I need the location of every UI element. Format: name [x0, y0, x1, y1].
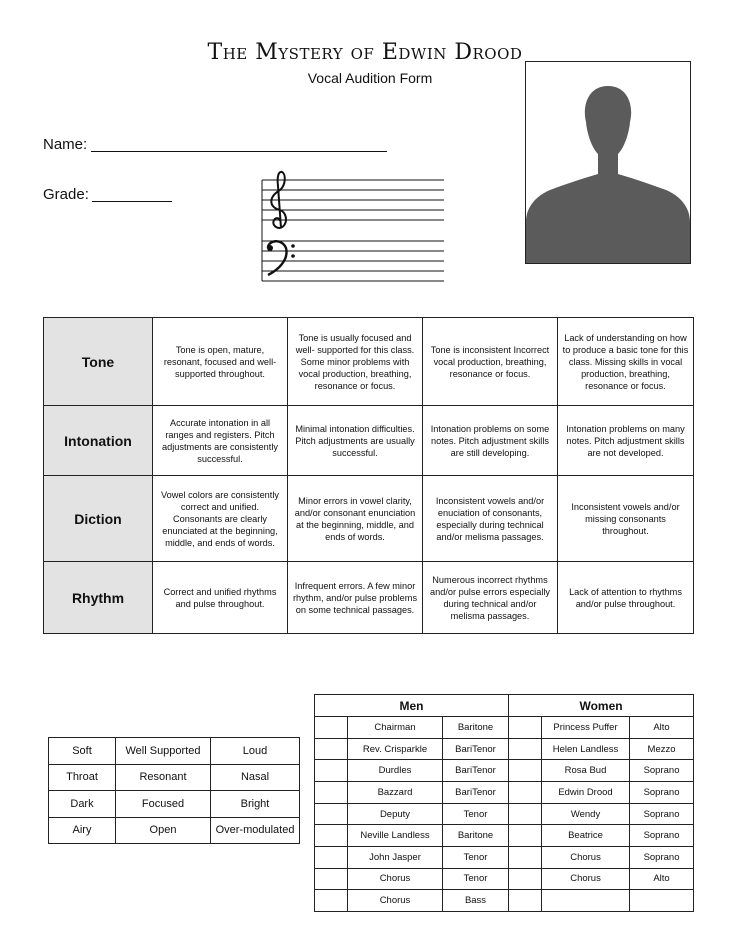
cast-row — [315, 868, 694, 890]
women-role: Wendy — [542, 803, 630, 825]
cast-row — [315, 738, 694, 760]
men-voice-part: Tenor — [443, 846, 509, 868]
rubric-row-rhythm — [44, 562, 694, 634]
rubric-row-intonation — [44, 406, 694, 476]
men-checkbox-cell[interactable] — [315, 825, 348, 847]
rubric-cell[interactable]: Intonation problems on some notes. Pitch adjustment skills are still developing. — [423, 406, 558, 476]
women-voice-part: Soprano — [630, 760, 694, 782]
men-checkbox-cell[interactable] — [315, 846, 348, 868]
women-voice-part: Alto — [630, 717, 694, 739]
women-role: Beatrice — [542, 825, 630, 847]
rubric-cell[interactable]: Correct and unified rhythms and pulse throughout. — [153, 562, 288, 634]
men-checkbox-cell[interactable] — [315, 803, 348, 825]
rubric-cell[interactable]: Lack of understanding on how to produce a basic tone for this class. Missing skills in vocal production, breathing, resonance or focus. — [558, 318, 694, 406]
rubric-cell[interactable]: Lack of attention to rhythms and/or pulse throughout. — [558, 562, 694, 634]
rubric-cell[interactable]: Infrequent errors. A few minor rhythm, and/or pulse problems on some technical passages. — [288, 562, 423, 634]
grade-label: Grade: — [43, 186, 89, 203]
vocal-quality-grid — [48, 737, 300, 844]
rubric-cell[interactable]: Tone is inconsistent Incorrect vocal production, breathing, resonance or focus. — [423, 318, 558, 406]
women-voice-part — [630, 890, 694, 912]
quality-option[interactable]: Soft — [49, 738, 116, 765]
rubric-cell[interactable]: Vowel colors are consistently correct and unified. Consonants are clearly enunciated at the beginning, middle, and ends of words. — [153, 476, 288, 562]
women-voice-part: Soprano — [630, 825, 694, 847]
women-checkbox-cell[interactable] — [509, 760, 542, 782]
men-checkbox-cell[interactable] — [315, 717, 348, 739]
women-role: Edwin Drood — [542, 782, 630, 804]
women-checkbox-cell[interactable] — [509, 782, 542, 804]
grand-staff — [258, 168, 445, 288]
quality-option[interactable]: Loud — [211, 738, 300, 765]
cast-row — [315, 846, 694, 868]
men-voice-part: Bass — [443, 890, 509, 912]
women-role: Rosa Bud — [542, 760, 630, 782]
quality-option[interactable]: Bright — [211, 791, 300, 818]
women-checkbox-cell[interactable] — [509, 868, 542, 890]
bass-clef-icon — [267, 241, 295, 275]
person-silhouette-icon — [526, 62, 690, 263]
women-voice-part: Soprano — [630, 846, 694, 868]
men-checkbox-cell[interactable] — [315, 760, 348, 782]
men-checkbox-cell[interactable] — [315, 782, 348, 804]
women-checkbox-cell[interactable] — [509, 890, 542, 912]
men-role: Chairman — [348, 717, 443, 739]
men-voice-part: BariTenor — [443, 782, 509, 804]
cast-row — [315, 890, 694, 912]
cast-row — [315, 717, 694, 739]
women-voice-part: Soprano — [630, 803, 694, 825]
men-role: Durdles — [348, 760, 443, 782]
rubric-cell[interactable]: Minor errors in vowel clarity, and/or consonant enunciation at the beginning, middle, and ends of words. — [288, 476, 423, 562]
men-role: Bazzard — [348, 782, 443, 804]
form-subtitle: Vocal Audition Form — [307, 70, 433, 86]
women-role: Chorus — [542, 868, 630, 890]
rubric-cell[interactable]: Tone is open, mature, resonant, focused and well-supported throughout. — [153, 318, 288, 406]
women-checkbox-cell[interactable] — [509, 803, 542, 825]
women-role: Helen Landless — [542, 738, 630, 760]
quality-option[interactable]: Well Supported — [116, 738, 211, 765]
men-voice-part: BariTenor — [443, 738, 509, 760]
men-role: Chorus — [348, 868, 443, 890]
men-voice-part: BariTenor — [443, 760, 509, 782]
vocal-rubric-table — [43, 317, 694, 634]
quality-option[interactable]: Open — [116, 817, 211, 844]
women-checkbox-cell[interactable] — [509, 825, 542, 847]
form-title: The Mystery of Edwin Drood — [207, 40, 523, 65]
rubric-cell[interactable]: Intonation problems on many notes. Pitch adjustment skills are not developed. — [558, 406, 694, 476]
rubric-category: Intonation — [44, 406, 153, 476]
rubric-cell[interactable]: Numerous incorrect rhythms and/or pulse errors especially during technical and/or melisma passages. — [423, 562, 558, 634]
rubric-cell[interactable]: Accurate intonation in all ranges and registers. Pitch adjustments are consistently successful. — [153, 406, 288, 476]
quality-option[interactable]: Airy — [49, 817, 116, 844]
men-role: Chorus — [348, 890, 443, 912]
men-voice-part: Tenor — [443, 803, 509, 825]
rubric-cell[interactable]: Minimal intonation difficulties. Pitch adjustments are usually successful. — [288, 406, 423, 476]
quality-option[interactable]: Focused — [116, 791, 211, 818]
cast-row — [315, 803, 694, 825]
men-voice-part: Baritone — [443, 717, 509, 739]
women-checkbox-cell[interactable] — [509, 738, 542, 760]
women-role: Princess Puffer — [542, 717, 630, 739]
cast-row — [315, 760, 694, 782]
name-field-line[interactable] — [91, 151, 387, 152]
women-checkbox-cell[interactable] — [509, 717, 542, 739]
quality-option[interactable]: Over-modulated — [211, 817, 300, 844]
women-role — [542, 890, 630, 912]
quality-option[interactable]: Throat — [49, 764, 116, 791]
rubric-row-tone — [44, 318, 694, 406]
women-voice-part: Soprano — [630, 782, 694, 804]
women-role: Chorus — [542, 846, 630, 868]
men-checkbox-cell[interactable] — [315, 890, 348, 912]
grade-field-line[interactable] — [92, 201, 172, 202]
rubric-cell[interactable]: Tone is usually focused and well- supported for this class. Some minor problems with vocal production, breathing, resonance or focus. — [288, 318, 423, 406]
rubric-cell[interactable]: Inconsistent vowels and/or enuciation of consonants, especially during technical and/or melisma passages. — [423, 476, 558, 562]
men-checkbox-cell[interactable] — [315, 868, 348, 890]
quality-option[interactable]: Dark — [49, 791, 116, 818]
men-voice-part: Tenor — [443, 868, 509, 890]
women-voice-part: Alto — [630, 868, 694, 890]
rubric-category: Tone — [44, 318, 153, 406]
quality-option[interactable]: Nasal — [211, 764, 300, 791]
cast-row — [315, 782, 694, 804]
men-role: John Jasper — [348, 846, 443, 868]
rubric-cell[interactable]: Inconsistent vowels and/or missing consonants throughout. — [558, 476, 694, 562]
rubric-row-diction — [44, 476, 694, 562]
rubric-category: Diction — [44, 476, 153, 562]
men-header: Men — [315, 695, 509, 717]
men-role: Rev. Crisparkle — [348, 738, 443, 760]
women-checkbox-cell[interactable] — [509, 846, 542, 868]
men-voice-part: Baritone — [443, 825, 509, 847]
cast-row — [315, 825, 694, 847]
rubric-category: Rhythm — [44, 562, 153, 634]
men-role: Neville Landless — [348, 825, 443, 847]
women-header: Women — [509, 695, 694, 717]
quality-option[interactable]: Resonant — [116, 764, 211, 791]
women-voice-part: Mezzo — [630, 738, 694, 760]
cast-roles-table — [314, 694, 694, 912]
men-role: Deputy — [348, 803, 443, 825]
name-label: Name: — [43, 136, 88, 153]
men-checkbox-cell[interactable] — [315, 738, 348, 760]
photo-placeholder[interactable] — [525, 61, 691, 264]
